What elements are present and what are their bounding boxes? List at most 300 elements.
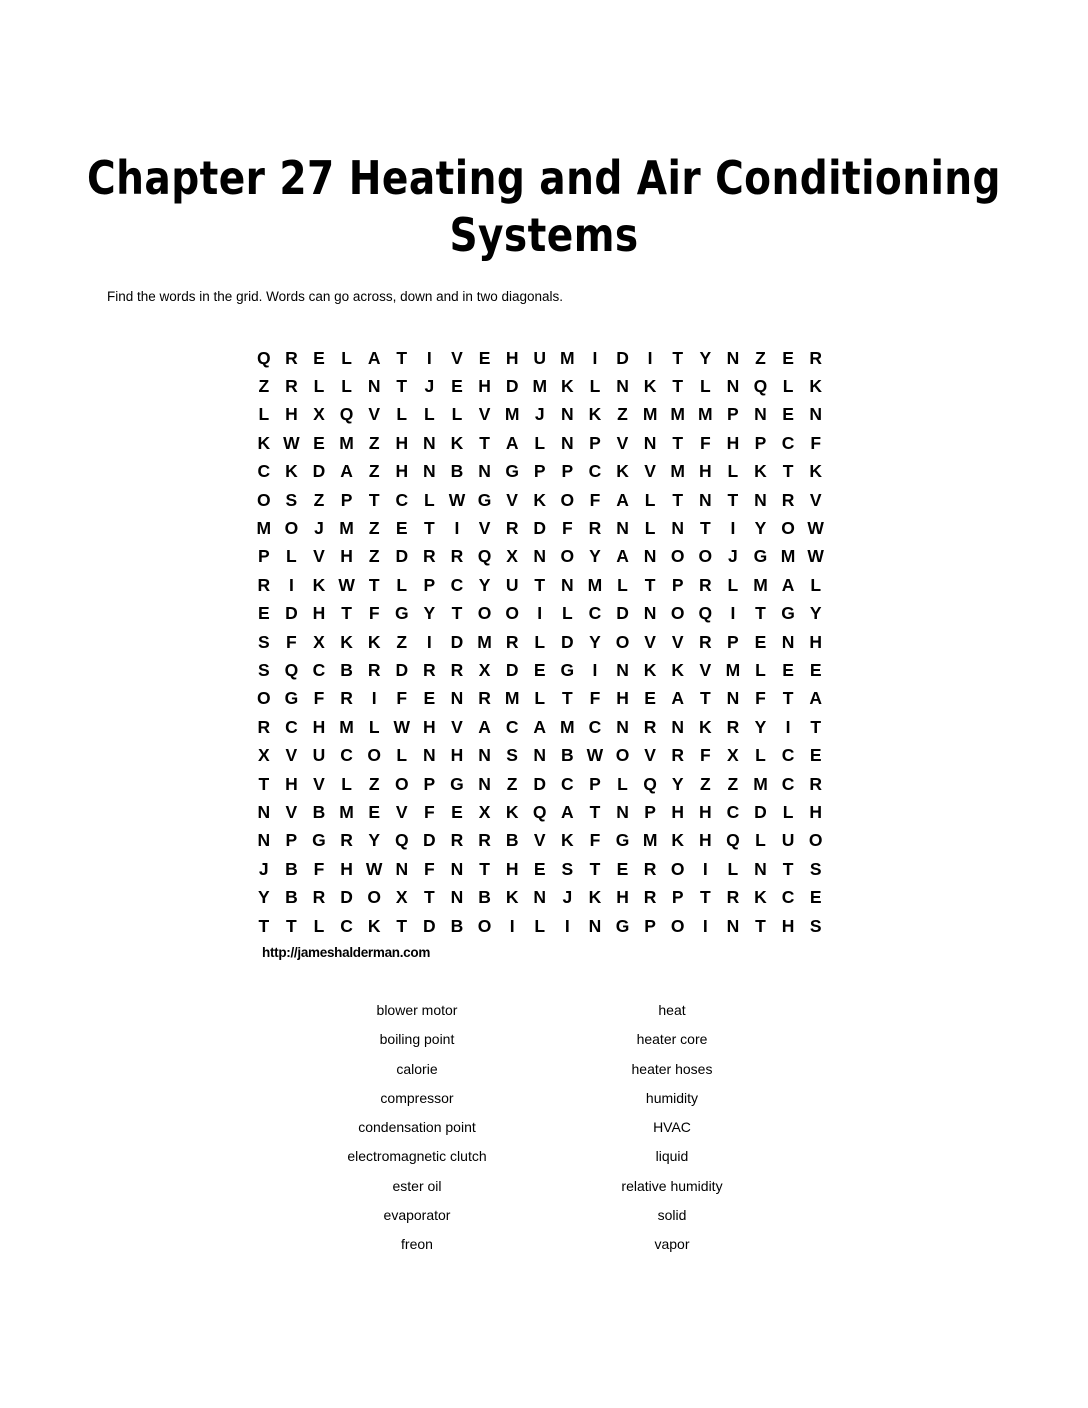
grid-cell: S: [257, 631, 270, 652]
grid-cell: N: [616, 801, 629, 822]
grid-cell: N: [726, 915, 740, 936]
grid-cell: P: [754, 432, 767, 453]
grid-cell: Y: [754, 518, 767, 539]
grid-cell: K: [643, 376, 657, 397]
grid-cell: W: [365, 858, 383, 879]
grid-cell: X: [478, 801, 491, 822]
grid-cell: C: [561, 773, 574, 794]
page-title-line-2: Systems: [449, 208, 639, 262]
grid-cell: C: [450, 574, 464, 595]
grid-cell: E: [809, 887, 822, 908]
source-url: http://jameshalderman.com: [262, 945, 431, 960]
grid-cell: R: [367, 659, 381, 680]
grid-cell: P: [671, 887, 684, 908]
grid-cell: G: [450, 773, 464, 794]
grid-cell: S: [809, 858, 822, 879]
grid-cell: E: [478, 347, 491, 368]
grid-cell: L: [727, 574, 739, 595]
grid-cell: Q: [339, 404, 354, 425]
grid-cell: M: [670, 404, 685, 425]
grid-cell: N: [754, 858, 767, 879]
grid-cell: N: [588, 915, 602, 936]
word-item: compressor: [380, 1089, 454, 1106]
grid-cell: I: [592, 659, 598, 680]
grid-cell: O: [781, 518, 795, 539]
grid-cell: U: [781, 830, 795, 851]
grid-cell: I: [702, 858, 708, 879]
grid-cell: D: [340, 887, 353, 908]
grid-cell: Y: [368, 830, 381, 851]
grid-cell: R: [809, 773, 822, 794]
grid-cell: C: [781, 773, 795, 794]
grid-cell: R: [257, 574, 271, 595]
grid-cell: G: [615, 830, 630, 851]
grid-cell: M: [504, 688, 520, 709]
grid-cell: J: [424, 376, 435, 397]
grid-cell: C: [257, 461, 271, 482]
grid-cell: W: [393, 716, 411, 737]
grid-cell: X: [727, 745, 739, 766]
grid-cell: C: [340, 745, 353, 766]
word-item: boiling point: [379, 1031, 455, 1048]
grid-cell: C: [781, 887, 795, 908]
grid-cell: R: [257, 716, 271, 737]
grid-cell: N: [643, 432, 657, 453]
grid-cell: C: [726, 801, 740, 822]
grid-cell: F: [699, 745, 711, 766]
grid-cell: I: [537, 603, 543, 624]
grid-cell: P: [589, 432, 601, 453]
grid-cell: Q: [753, 376, 768, 397]
grid-cell: H: [671, 801, 685, 822]
word-item: relative humidity: [621, 1177, 723, 1194]
grid-cell: T: [286, 915, 297, 936]
grid-cell: T: [589, 801, 601, 822]
grid-cell: N: [671, 716, 685, 737]
grid-cell: Q: [256, 347, 271, 368]
grid-cell: T: [672, 489, 684, 510]
word-item: ester oil: [392, 1177, 442, 1194]
grid-cell: A: [809, 688, 822, 709]
grid-cell: K: [312, 574, 326, 595]
grid-cell: K: [671, 659, 685, 680]
grid-cell: N: [616, 376, 629, 397]
grid-cell: J: [562, 887, 573, 908]
grid-cell: E: [451, 801, 463, 822]
grid-cell: L: [534, 915, 546, 936]
grid-cell: P: [340, 489, 353, 510]
word-item: vapor: [654, 1236, 690, 1253]
grid-cell: K: [505, 801, 519, 822]
grid-cell: O: [670, 603, 685, 624]
grid-cell: V: [285, 745, 298, 766]
grid-cell: E: [451, 376, 463, 397]
grid-cell: L: [644, 518, 656, 539]
grid-cell: O: [560, 489, 575, 510]
grid-cell: R: [698, 574, 712, 595]
grid-cell: K: [367, 631, 381, 652]
grid-cell: L: [727, 461, 739, 482]
grid-cell: X: [478, 659, 491, 680]
grid-cell: Z: [368, 518, 380, 539]
grid-cell: L: [341, 347, 352, 368]
grid-cell: N: [809, 404, 822, 425]
word-item: heat: [658, 1002, 686, 1018]
grid-cell: L: [341, 376, 352, 397]
grid-cell: Z: [368, 773, 380, 794]
grid-cell: I: [426, 347, 432, 368]
grid-cell: R: [643, 887, 657, 908]
grid-cell: C: [588, 603, 602, 624]
grid-cell: E: [533, 659, 546, 680]
word-item: evaporator: [383, 1207, 451, 1224]
grid-cell: M: [670, 461, 685, 482]
grid-cell: G: [615, 915, 630, 936]
grid-cell: D: [616, 347, 629, 368]
grid-cell: D: [754, 801, 767, 822]
grid-cell: C: [285, 716, 298, 737]
grid-cell: R: [340, 830, 353, 851]
grid-cell: E: [533, 858, 546, 879]
grid-cell: A: [781, 574, 795, 595]
grid-cell: I: [730, 603, 736, 624]
grid-cell: L: [534, 432, 546, 453]
grid-cell: R: [285, 376, 298, 397]
grid-cell: L: [782, 376, 794, 397]
grid-cell: L: [561, 603, 573, 624]
grid-cell: H: [312, 716, 326, 737]
grid-cell: R: [671, 745, 685, 766]
grid-cell: C: [340, 915, 353, 936]
grid-cell: L: [396, 745, 408, 766]
grid-cell: E: [423, 688, 436, 709]
grid-cell: X: [506, 546, 518, 567]
grid-cell: Q: [726, 830, 740, 851]
grid-cell: T: [424, 518, 435, 539]
grid-cell: Z: [368, 432, 380, 453]
grid-cell: F: [589, 830, 601, 851]
grid-cell: L: [589, 376, 601, 397]
grid-cell: I: [371, 688, 377, 709]
grid-cell: N: [423, 745, 436, 766]
grid-cell: E: [395, 518, 408, 539]
grid-cell: L: [699, 376, 711, 397]
grid-cell: E: [616, 858, 629, 879]
grid-cell: D: [423, 830, 436, 851]
grid-cell: R: [726, 887, 740, 908]
grid-cell: B: [478, 887, 491, 908]
grid-cell: L: [534, 688, 546, 709]
grid-cell: T: [451, 603, 463, 624]
grid-cell: W: [338, 574, 355, 595]
grid-cell: M: [698, 404, 713, 425]
grid-cell: C: [588, 716, 602, 737]
grid-cell: D: [533, 773, 547, 794]
grid-cell: T: [727, 489, 739, 510]
grid-cell: R: [505, 631, 519, 652]
grid-cell: L: [313, 376, 325, 397]
grid-cell: K: [561, 376, 574, 397]
grid-cell: K: [643, 659, 657, 680]
grid-cell: O: [256, 688, 271, 709]
grid-cell: O: [394, 773, 409, 794]
grid-cell: N: [726, 376, 740, 397]
grid-cell: T: [755, 915, 766, 936]
grid-cell: A: [533, 716, 547, 737]
grid-cell: P: [727, 631, 739, 652]
grid-cell: V: [533, 830, 546, 851]
grid-cell: L: [313, 915, 325, 936]
grid-cell: P: [533, 461, 546, 482]
grid-cell: Y: [423, 603, 436, 624]
grid-cell: N: [726, 347, 740, 368]
grid-cell: G: [560, 659, 575, 680]
grid-cell: P: [589, 773, 601, 794]
grid-cell: G: [753, 546, 768, 567]
grid-cell: G: [284, 688, 299, 709]
grid-cell: N: [533, 887, 547, 908]
word-item: humidity: [645, 1089, 699, 1106]
grid-cell: U: [312, 745, 326, 766]
word-list-right-column: [552, 996, 792, 1260]
grid-cell: Z: [755, 347, 766, 368]
grid-cell: H: [809, 631, 822, 652]
grid-cell: U: [533, 347, 547, 368]
grid-cell: H: [423, 716, 436, 737]
grid-cell: H: [616, 688, 629, 709]
grid-cell: N: [423, 432, 436, 453]
grid-cell: R: [643, 858, 657, 879]
grid-cell: X: [257, 745, 270, 766]
grid-cell: T: [479, 858, 490, 879]
grid-cell: H: [726, 432, 740, 453]
grid-cell: W: [448, 489, 466, 510]
grid-cell: T: [396, 915, 408, 936]
grid-cell: B: [561, 745, 574, 766]
grid-cell: T: [672, 347, 684, 368]
grid-cell: F: [313, 688, 325, 709]
grid-cell: R: [450, 546, 464, 567]
grid-cell: R: [643, 716, 657, 737]
grid-cell: Z: [727, 773, 739, 794]
grid-cell: T: [561, 688, 573, 709]
grid-cell: H: [395, 432, 409, 453]
instruction-text: Find the words in the grid. Words can go across, down and in two diagonals.: [107, 289, 564, 304]
grid-cell: P: [561, 461, 574, 482]
grid-cell: T: [782, 858, 794, 879]
grid-cell: S: [561, 858, 574, 879]
grid-cell: A: [505, 432, 519, 453]
grid-cell: G: [781, 603, 795, 624]
grid-cell: D: [395, 546, 409, 567]
grid-cell: Y: [589, 546, 601, 567]
grid-cell: M: [560, 347, 575, 368]
grid-cell: Q: [477, 546, 492, 567]
grid-cell: A: [478, 716, 491, 737]
grid-cell: F: [424, 858, 435, 879]
grid-cell: H: [698, 830, 712, 851]
grid-cell: P: [285, 830, 298, 851]
grid-cell: H: [505, 858, 519, 879]
grid-cell: M: [753, 574, 768, 595]
grid-cell: B: [285, 858, 298, 879]
grid-cell: K: [505, 887, 519, 908]
grid-cell: N: [257, 801, 271, 822]
grid-cell: L: [782, 801, 794, 822]
grid-cell: R: [423, 659, 436, 680]
grid-cell: N: [671, 518, 685, 539]
grid-cell: T: [589, 858, 601, 879]
grid-cell: K: [285, 461, 298, 482]
grid-cell: K: [588, 887, 602, 908]
grid-cell: N: [561, 574, 574, 595]
grid-cell: Z: [313, 489, 325, 510]
grid-cell: H: [616, 887, 629, 908]
grid-cell: K: [809, 376, 822, 397]
page-title: [82, 150, 1007, 264]
grid-cell: T: [368, 574, 380, 595]
grid-cell: R: [340, 688, 353, 709]
grid-cell: Z: [396, 631, 408, 652]
grid-cell: O: [256, 489, 271, 510]
grid-cell: V: [506, 489, 518, 510]
grid-cell: T: [782, 688, 794, 709]
grid-cell: K: [616, 461, 629, 482]
grid-cell: F: [755, 688, 766, 709]
grid-cell: V: [671, 631, 684, 652]
grid-cell: L: [644, 489, 656, 510]
grid-cell: A: [367, 347, 381, 368]
grid-cell: T: [479, 432, 490, 453]
grid-cell: O: [698, 546, 713, 567]
grid-cell: C: [588, 461, 602, 482]
grid-cell: H: [450, 745, 464, 766]
grid-cell: I: [647, 347, 653, 368]
grid-cell: E: [644, 688, 656, 709]
word-item: solid: [657, 1207, 687, 1224]
grid-cell: M: [477, 631, 492, 652]
grid-cell: M: [339, 432, 354, 453]
grid-cell: L: [424, 489, 435, 510]
grid-cell: V: [313, 546, 325, 567]
grid-cell: A: [616, 489, 629, 510]
grid-cell: N: [616, 659, 629, 680]
grid-cell: E: [809, 659, 822, 680]
grid-cell: B: [285, 887, 298, 908]
grid-cell: N: [450, 887, 464, 908]
word-item: calorie: [396, 1060, 438, 1077]
grid-cell: V: [451, 347, 463, 368]
grid-cell: B: [312, 801, 326, 822]
grid-cell: P: [257, 546, 270, 567]
grid-cell: Z: [258, 376, 270, 397]
grid-cell: O: [808, 830, 823, 851]
grid-cell: P: [644, 801, 656, 822]
grid-cell: V: [478, 518, 491, 539]
word-item: condensation point: [358, 1119, 476, 1136]
grid-cell: Y: [699, 347, 712, 368]
grid-cell: O: [615, 631, 630, 652]
grid-cell: P: [727, 404, 739, 425]
grid-cell: A: [561, 801, 574, 822]
grid-cell: Y: [257, 887, 270, 908]
grid-cell: Z: [368, 461, 380, 482]
grid-cell: M: [532, 376, 548, 397]
grid-cell: Q: [532, 801, 547, 822]
grid-cell: O: [284, 518, 299, 539]
grid-cell: V: [699, 659, 712, 680]
grid-cell: L: [810, 574, 822, 595]
grid-cell: A: [616, 546, 629, 567]
grid-cell: I: [454, 518, 460, 539]
grid-cell: O: [477, 915, 492, 936]
word-item: electromagnetic clutch: [347, 1148, 487, 1165]
grid-cell: Z: [699, 773, 711, 794]
grid-cell: L: [755, 745, 766, 766]
grid-cell: O: [505, 603, 519, 624]
grid-cell: N: [643, 546, 657, 567]
grid-cell: C: [781, 745, 795, 766]
grid-cell: B: [450, 461, 464, 482]
grid-cell: V: [644, 461, 656, 482]
grid-cell: C: [781, 432, 795, 453]
grid-cell: L: [727, 858, 739, 879]
grid-cell: N: [533, 745, 547, 766]
grid-cell: H: [340, 858, 353, 879]
grid-cell: A: [340, 461, 353, 482]
grid-cell: G: [505, 461, 519, 482]
grid-cell: I: [426, 631, 432, 652]
grid-cell: T: [672, 376, 684, 397]
grid-cell: V: [616, 432, 629, 453]
grid-cell: T: [810, 716, 822, 737]
grid-cell: R: [698, 631, 712, 652]
grid-cell: M: [504, 404, 520, 425]
grid-cell: F: [313, 858, 325, 879]
grid-cell: Z: [506, 773, 518, 794]
grid-cell: H: [285, 773, 298, 794]
grid-cell: Y: [478, 574, 491, 595]
word-item: blower motor: [376, 1002, 458, 1018]
grid-cell: E: [754, 631, 767, 652]
grid-cell: H: [781, 915, 795, 936]
grid-cell: G: [477, 489, 492, 510]
grid-cell: H: [809, 801, 822, 822]
grid-cell: N: [643, 603, 657, 624]
grid-cell: I: [509, 915, 515, 936]
grid-cell: L: [617, 574, 628, 595]
grid-cell: K: [588, 404, 602, 425]
grid-cell: R: [312, 887, 326, 908]
grid-cell: R: [450, 659, 464, 680]
grid-cell: I: [288, 574, 294, 595]
grid-cell: K: [809, 461, 822, 482]
word-item: freon: [401, 1236, 433, 1253]
grid-cell: F: [561, 518, 573, 539]
grid-cell: T: [424, 887, 435, 908]
grid-cell: S: [285, 489, 298, 510]
wordsearch-grid: [250, 344, 829, 940]
grid-cell: L: [341, 773, 352, 794]
grid-cell: R: [450, 830, 464, 851]
grid-cell: F: [396, 688, 408, 709]
grid-cell: Q: [284, 659, 299, 680]
grid-cell: T: [699, 887, 711, 908]
grid-cell: H: [505, 347, 519, 368]
grid-cell: O: [367, 745, 381, 766]
grid-cell: K: [561, 830, 574, 851]
grid-cell: L: [451, 404, 463, 425]
